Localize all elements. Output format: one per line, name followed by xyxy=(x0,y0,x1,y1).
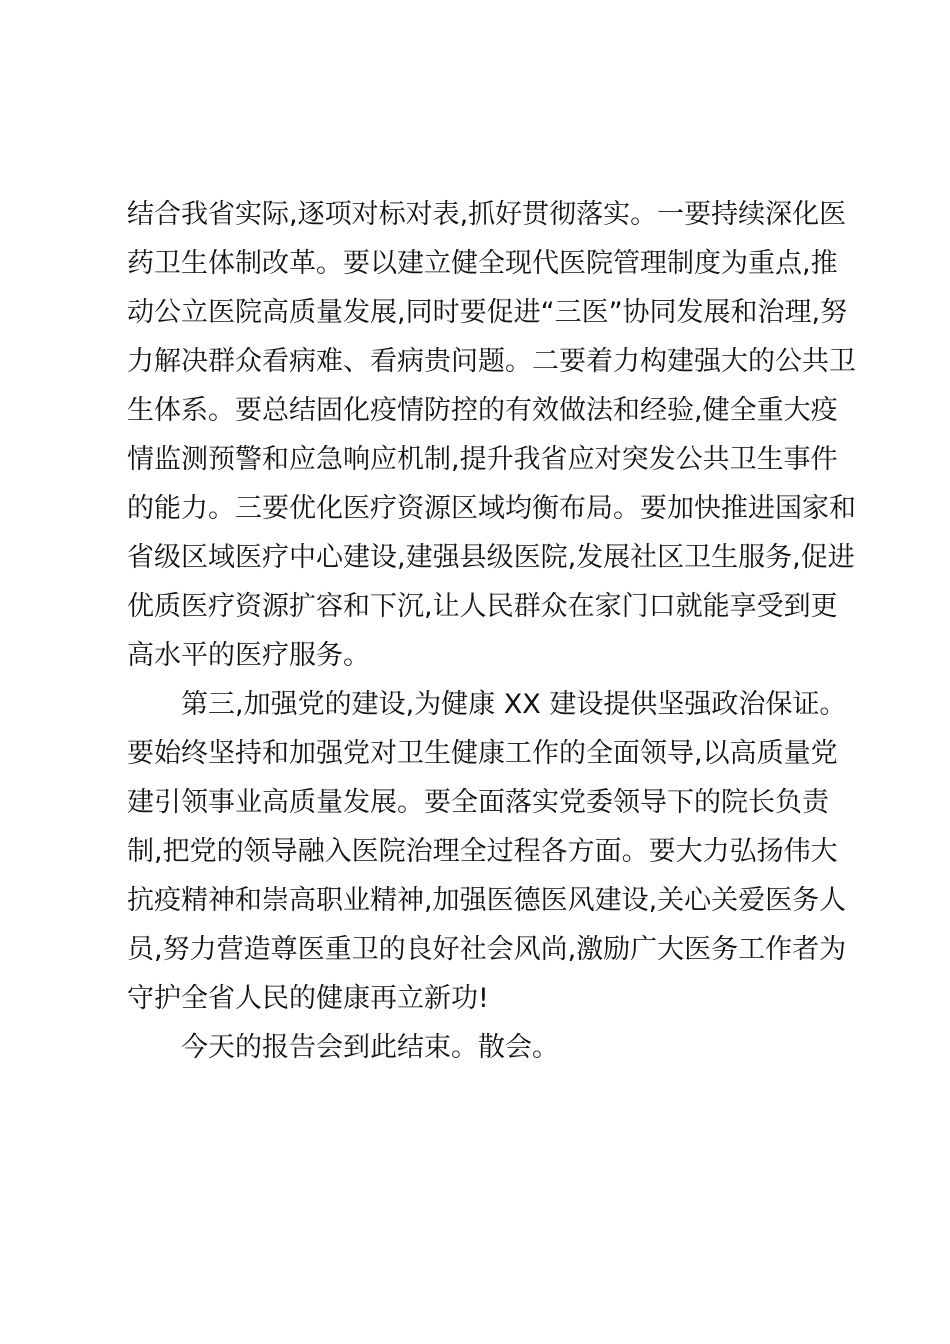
text-line: 制,把党的领导融入医院治理全过程各方面。要大力弘扬伟大 xyxy=(127,836,838,867)
text-line: 抗疫精神和崇高职业精神,加强医德医风建设,关心关爱医务人 xyxy=(127,885,847,916)
text-line: 结合我省实际,逐项对标对表,抓好贯彻落实。一要持续深化医 xyxy=(127,199,847,230)
text-line: 高水平的医疗服务。 xyxy=(127,640,370,671)
text-line: 的能力。三要优化医疗资源区域均衡布局。要加快推进国家和 xyxy=(127,493,856,524)
text-line: 建引领事业高质量发展。要全面落实党委领导下的院长负责 xyxy=(127,787,829,818)
text-line: 员,努力营造尊医重卫的良好社会风尚,激励广大医务工作者为 xyxy=(127,934,847,965)
text-line: 守护全省人民的健康再立新功! xyxy=(127,983,489,1014)
text-line: 动公立医院高质量发展,同时要促进“三医”协同发展和治理,努 xyxy=(127,297,848,328)
body-text xyxy=(127,190,856,1072)
text-line: 要始终坚持和加强党对卫生健康工作的全面领导,以高质量党 xyxy=(127,738,838,769)
text-line: 力解决群众看病难、看病贵问题。二要着力构建强大的公共卫 xyxy=(127,346,856,377)
text-line: 优质医疗资源扩容和下沉,让人民群众在家门口就能享受到更 xyxy=(127,591,838,622)
text-line: 情监测预警和应急响应机制,提升我省应对突发公共卫生事件 xyxy=(127,444,838,475)
text-line: 省级区域医疗中心建设,建强县级医院,发展社区卫生服务,促进 xyxy=(127,542,855,573)
closing-line: 今天的报告会到此结束。散会。 xyxy=(181,1032,559,1063)
paragraph-heading-line: 第三,加强党的建设,为健康 XX 建设提供坚强政治保证。 xyxy=(181,689,847,720)
text-line: 药卫生体制改革。要以建立健全现代医院管理制度为重点,推 xyxy=(127,248,838,279)
text-line: 生体系。要总结固化疫情防控的有效做法和经验,健全重大疫 xyxy=(127,395,838,426)
